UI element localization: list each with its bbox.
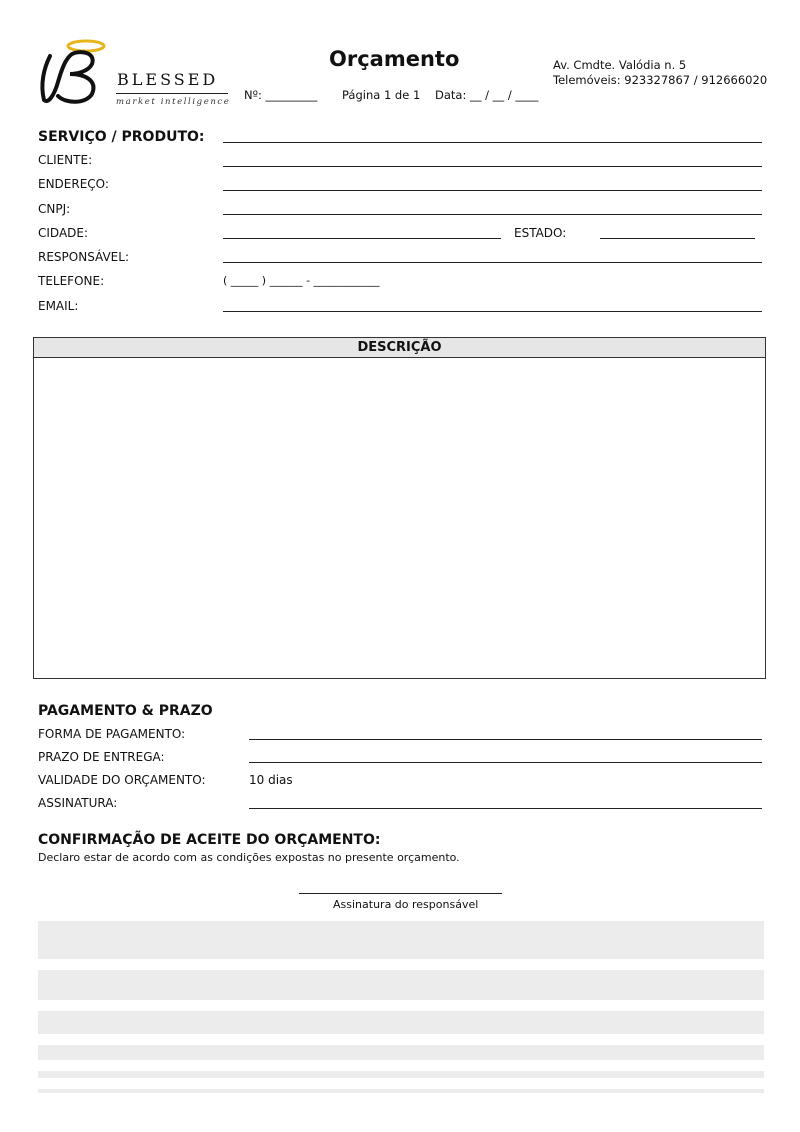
decorative-band <box>38 1089 764 1093</box>
logo-rule <box>116 93 228 94</box>
page-indicator: Página 1 de 1 <box>342 88 421 102</box>
responsible-field[interactable] <box>223 262 762 263</box>
email-label: EMAIL: <box>38 299 79 313</box>
logo-tagline: market intelligence <box>116 97 231 107</box>
address-field[interactable] <box>223 190 762 191</box>
description-box[interactable] <box>33 337 766 679</box>
payment-method-field[interactable] <box>249 739 762 740</box>
decorative-band <box>38 921 764 959</box>
company-phones: Telemóveis: 923327867 / 912666020 <box>553 73 768 87</box>
logo-monogram-icon <box>36 38 116 108</box>
decorative-band <box>38 970 764 1000</box>
payment-section-label: PAGAMENTO & PRAZO <box>38 703 213 719</box>
city-field[interactable] <box>223 238 501 239</box>
responsible-signature-caption: Assinatura do responsável <box>333 898 479 911</box>
date-field[interactable]: Data: __ / __ / ____ <box>435 88 539 102</box>
signature-field[interactable] <box>249 808 762 809</box>
delivery-term-field[interactable] <box>249 762 762 763</box>
cnpj-field[interactable] <box>223 214 762 215</box>
decorative-band <box>38 1045 764 1060</box>
phone-field[interactable]: ( _____ ) ______ - ____________ <box>223 274 380 287</box>
address-label: ENDEREÇO: <box>38 177 109 191</box>
service-product-label: SERVIÇO / PRODUTO: <box>38 129 205 145</box>
signature-label: ASSINATURA: <box>38 796 118 810</box>
validity-label: VALIDADE DO ORÇAMENTO: <box>38 773 206 787</box>
phone-label: TELEFONE: <box>38 274 105 288</box>
client-field[interactable] <box>223 166 762 167</box>
confirmation-statement: Declaro estar de acordo com as condições expostas no presente orçamento. <box>38 851 460 864</box>
responsible-signature-line[interactable] <box>299 893 502 894</box>
quote-number-field[interactable]: Nº: _________ <box>244 88 318 102</box>
validity-value: 10 dias <box>249 773 293 787</box>
city-label: CIDADE: <box>38 226 89 240</box>
company-address: Av. Cmdte. Valódia n. 5 <box>553 58 687 72</box>
state-label: ESTADO: <box>514 226 567 240</box>
state-field[interactable] <box>600 238 755 239</box>
decorative-band <box>38 1011 764 1034</box>
confirmation-section-label: CONFIRMAÇÃO DE ACEITE DO ORÇAMENTO: <box>38 832 381 848</box>
payment-method-label: FORMA DE PAGAMENTO: <box>38 727 186 741</box>
cnpj-label: CNPJ: <box>38 202 71 216</box>
delivery-term-label: PRAZO DE ENTREGA: <box>38 750 165 764</box>
decorative-band <box>38 1071 764 1078</box>
logo-wordmark: BLESSED <box>117 70 219 89</box>
client-label: CLIENTE: <box>38 153 93 167</box>
responsible-label: RESPONSÁVEL: <box>38 250 129 264</box>
page-title: Orçamento <box>329 47 460 71</box>
service-product-field[interactable] <box>223 142 762 143</box>
description-header: DESCRIÇÃO <box>34 338 765 358</box>
email-field[interactable] <box>223 311 762 312</box>
